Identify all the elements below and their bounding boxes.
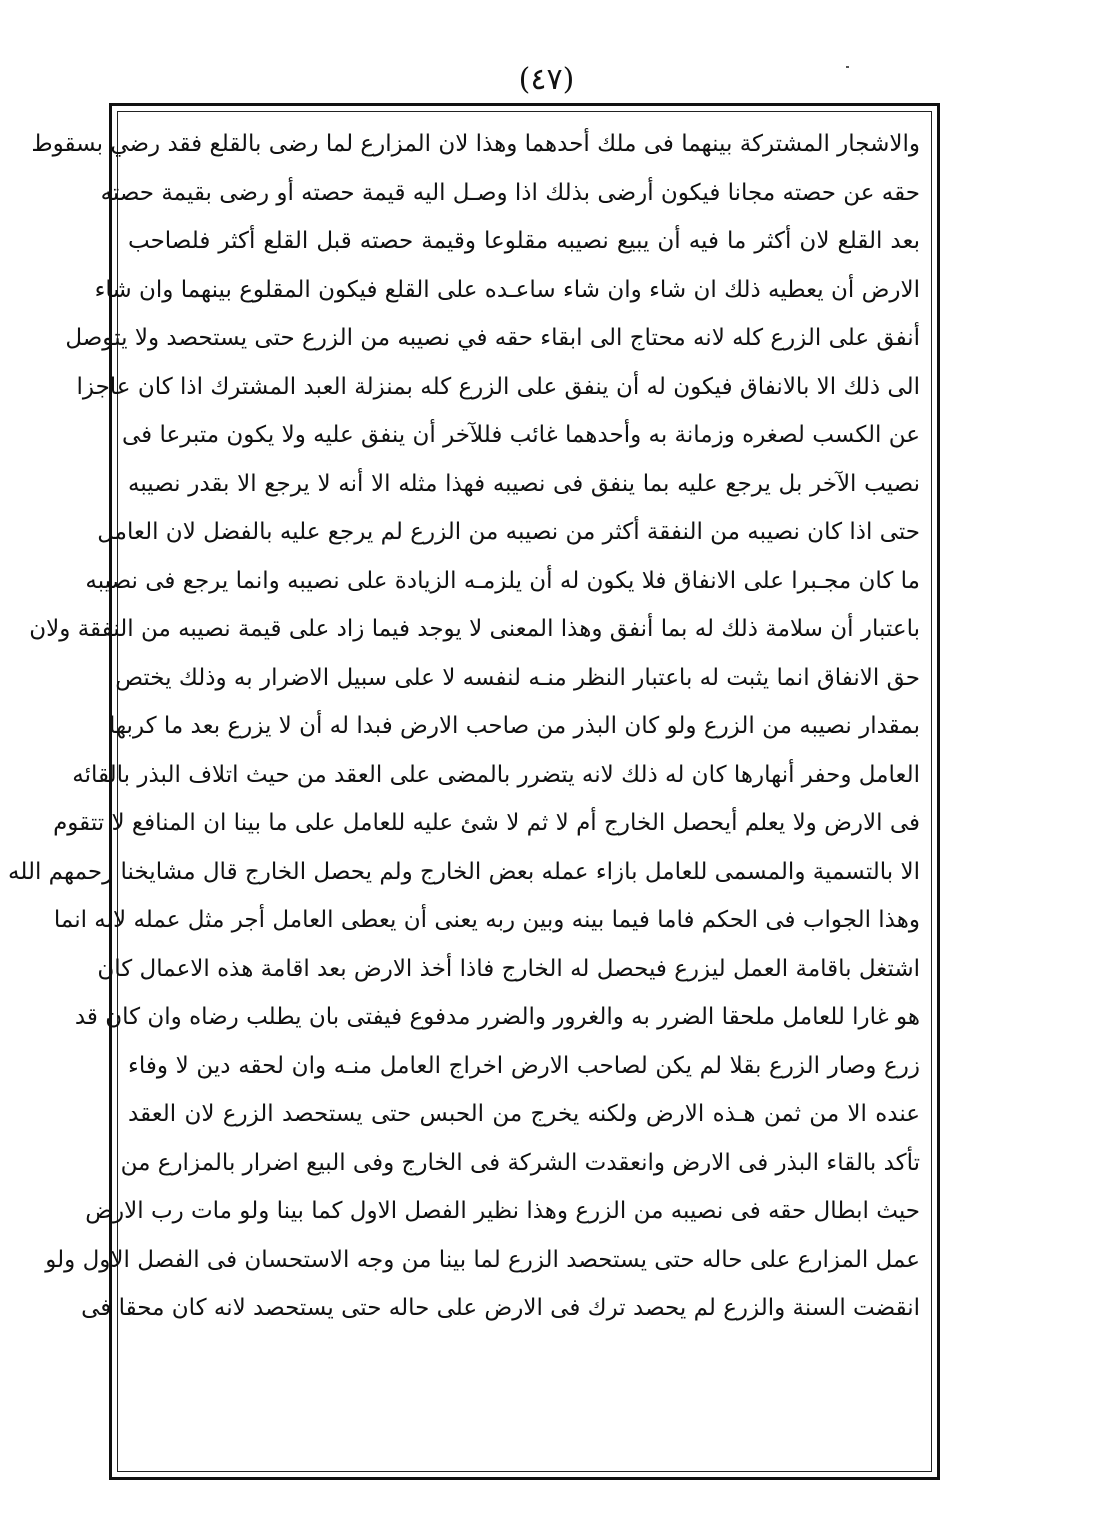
text-line: تأكد بالقاء البذر فى الارض وانعقدت الشركة فى الخارج وفى البيع اضرار بالمزارع من: [120, 1149, 920, 1176]
text-line: بعد القلع لان أكثر ما فيه أن يبيع نصيبه مقلوعا وقيمة حصته قبل القلع أكثر فلصاحب: [128, 228, 920, 254]
text-line: نصيب الآخر بل يرجع عليه بما ينفق فى نصيبه فهذا مثله الا أنه لا يرجع الا بقدر نصيبه: [128, 470, 920, 497]
text-line: باعتبار أن سلامة ذلك له بما أنفق وهذا المعنى لا يوجد فيما زاد على قيمة نصيبه من النفقة ولان: [29, 616, 920, 642]
text-line: حق الانفاق انما يثبت له باعتبار النظر منـه لنفسه لا على سبيل الاضرار به وذلك يختص: [115, 664, 920, 691]
text-line: عمل المزارع على حاله حتى يستحصد الزرع لما بينا من وجه الاستحسان فى الفصل الاول ولو: [45, 1246, 920, 1273]
text-line: وهذا الجواب فى الحكم فاما فيما بينه وبين ربه يعنى أن يعطى العامل أجر مثل عمله لانه انما: [53, 907, 920, 933]
text-line: الارض أن يعطيه ذلك ان شاء وان شاء ساعـده على القلع فيكون المقلوع بينهما وان شاء: [94, 276, 920, 303]
ink-speck: [846, 66, 849, 68]
text-line: حقه عن حصته مجانا فيكون أرضى بذلك اذا وصـل اليه قيمة حصته أو رضى بقيمة حصته: [100, 179, 920, 206]
text-line: والاشجار المشتركة بينهما فى ملك أحدهما وهذا لان المزارع لما رضى بالقلع فقد رضي بسقوط: [31, 131, 920, 157]
text-line: الا بالتسمية والمسمى للعامل بازاء عمله بعض الخارج ولم يحصل الخارج قال مشايخنا رحمهم الله: [8, 858, 920, 885]
text-line: ما كان مجـبرا على الانفاق فلا يكون له أن يلزمـه الزيادة على نصيبه وانما يرجع فى نصيبه: [85, 567, 920, 594]
text-line: فى الارض ولا يعلم أيحصل الخارج أم لا ثم لا شئ عليه للعامل على ما بينا ان المنافع لا تتقوم: [53, 810, 920, 836]
text-line: الى ذلك الا بالانفاق فيكون له أن ينفق على الزرع كله بمنزلة العبد المشترك اذا كان عاجزا: [76, 373, 920, 400]
text-line: حتى اذا كان نصيبه من النفقة أكثر من نصيبه من الزرع لم يرجع عليه بالفضل لان العامل: [97, 519, 920, 545]
page-number: (٤٧): [518, 62, 575, 97]
text-line: بمقدار نصيبه من الزرع ولو كان البذر من صاحب الارض فبدا له أن لا يزرع بعد ما كربها: [108, 713, 920, 739]
text-line: عن الكسب لصغره وزمانة به وأحدهما غائب فللآخر أن ينفق عليه ولا يكون متبرعا فى: [121, 422, 920, 448]
text-line: عنده الا من ثمن هـذه الارض ولكنه يخرج من الحبس حتى يستحصد الزرع لان العقد: [128, 1101, 920, 1127]
text-line: انقضت السنة والزرع لم يحصد ترك فى الارض على حاله حتى يستحصد لانه كان محقا فى: [81, 1295, 920, 1321]
text-line: حيث ابطال حقه فى نصيبه من الزرع وهذا نظير الفصل الاول كما بينا ولو مات رب الارض: [85, 1198, 920, 1224]
text-line: زرع وصار الزرع بقلا لم يكن لصاحب الارض اخراج العامل منـه وان لحقه دين لا وفاء: [128, 1052, 920, 1079]
body-text: [8, 120, 920, 1465]
text-line: أنفق على الزرع كله لانه محتاج الى ابقاء حقه في نصيبه من الزرع حتى يستحصد ولا يتوصل: [65, 325, 920, 351]
text-line: العامل وحفر أنهارها كان له ذلك لانه يتضرر بالمضى على العقد من حيث اتلاف البذر بالقائه: [72, 761, 920, 788]
text-line: اشتغل باقامة العمل ليزرع فيحصل له الخارج فاذا أخذ الارض بعد اقامة هذه الاعمال كان: [97, 955, 920, 982]
text-line: هو غارا للعامل ملحقا الضرر به والغرور والضرر مدفوع فيفتى بان يطلب رضاه وان كان قد: [74, 1004, 920, 1030]
